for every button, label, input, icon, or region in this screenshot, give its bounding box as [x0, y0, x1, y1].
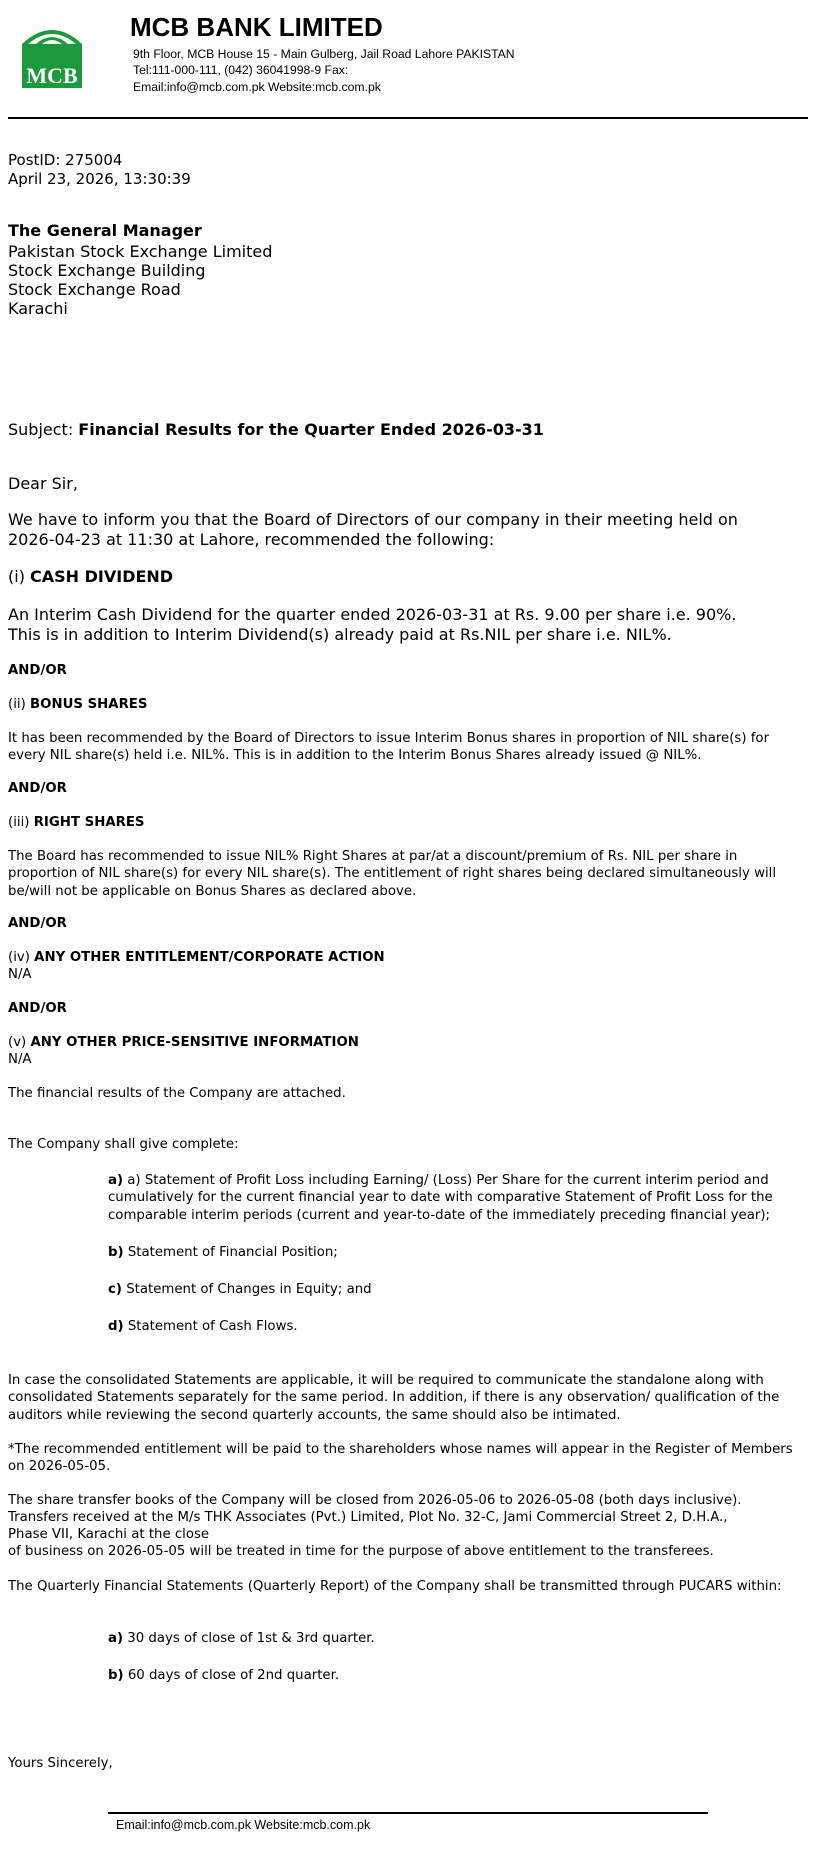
subject-text: Financial Results for the Quarter Ended 2026-03-31	[78, 420, 544, 439]
bonus-heading	[8, 697, 147, 712]
recipient-line: Stock Exchange Road	[8, 280, 181, 299]
statement-key: a)	[108, 1173, 124, 1188]
statement-text: Statement of Changes in Equity; and	[121, 1282, 372, 1297]
and-or-label: AND/OR	[8, 1001, 67, 1016]
entitlement-note: *The recommended entitlement will be paid to the shareholders whose names will appear in the Register of Members on 2026-05-05.	[8, 1442, 793, 1475]
subject-label: Subject:	[8, 420, 79, 439]
other-entitlement-heading	[8, 950, 385, 965]
deadline-key: b)	[108, 1668, 124, 1683]
recipient-title: The General Manager	[8, 221, 202, 240]
post-datetime: April 23, 2026, 13:30:39	[8, 170, 191, 188]
post-id: PostID: 275004	[8, 151, 123, 169]
right-shares-heading	[8, 815, 145, 830]
cash-dividend-heading	[8, 567, 173, 586]
other-entitlement-title: ANY OTHER ENTITLEMENT/CORPORATE ACTION	[34, 950, 385, 965]
statement-text: Statement of Financial Position;	[123, 1245, 338, 1260]
recipient-line: Karachi	[8, 299, 68, 318]
other-price-title: ANY OTHER PRICE-SENSITIVE INFORMATION	[30, 1035, 359, 1050]
bank-address: 9th Floor, MCB House 15 - Main Gulberg, Jail Road Lahore PAKISTAN	[133, 47, 515, 61]
statement-key: b)	[108, 1245, 124, 1260]
other-entitlement-value: N/A	[8, 967, 32, 982]
right-shares-title: RIGHT SHARES	[33, 815, 145, 830]
svg-text:MCB: MCB	[26, 63, 78, 88]
cash-dividend-text: An Interim Cash Dividend for the quarter ended 2026-03-31 at Rs. 9.00 per share i.e. 90%. This is in addition to Interim Dividend(s) already paid at Rs.NIL per share i.e. NIL%.	[8, 605, 737, 644]
bank-name: MCB BANK LIMITED	[130, 12, 383, 42]
other-price-heading	[8, 1035, 359, 1050]
pucars-paragraph: The Quarterly Financial Statements (Quarterly Report) of the Company shall be transmitted through PUCARS within:	[8, 1579, 782, 1594]
cash-dividend-prefix: (i)	[8, 567, 31, 586]
closing: Yours Sincerely,	[8, 1756, 113, 1771]
deadline-text: 60 days of close of 2nd quarter.	[123, 1668, 340, 1683]
transfer-books-line: The share transfer books of the Company will be closed from 2026-05-06 to 2026-05-08 (both days inclusive).	[8, 1493, 742, 1508]
right-shares-prefix: (iii)	[8, 815, 34, 830]
deadline-text: 30 days of close of 1st & 3rd quarter.	[123, 1631, 375, 1646]
other-price-prefix: (v)	[8, 1035, 31, 1050]
cash-dividend-title: CASH DIVIDEND	[30, 567, 174, 586]
right-shares-text: The Board has recommended to issue NIL% Right Shares at par/at a discount/premium of Rs. NIL per share in proportion of NIL share(s) for every NIL share(s). The entitlement of right shares being declared simultaneously will be/will not be applicable on Bonus Shares as declared above.	[8, 849, 777, 899]
give-complete-intro: The Company shall give complete:	[8, 1137, 239, 1152]
deadline-key: a)	[108, 1631, 124, 1646]
mcb-logo	[16, 16, 88, 92]
transfer-books-line: Transfers received at the M/s THK Associates (Pvt.) Limited, Plot No. 32-C, Jami Commercial Street 2, D.H.A.,	[8, 1510, 728, 1525]
other-entitlement-prefix: (iv)	[8, 950, 35, 965]
footer-divider	[108, 1812, 708, 1814]
footer-contact: Email:info@mcb.com.pk Website:mcb.com.pk	[116, 1818, 371, 1832]
deadline-item	[108, 1667, 798, 1684]
statement-item	[108, 1172, 798, 1224]
recipient-line: Stock Exchange Building	[8, 261, 206, 280]
bonus-text: It has been recommended by the Board of Directors to issue Interim Bonus shares in proportion of NIL share(s) for every NIL share(s) held i.e. NIL%. This is in addition to the Interim Bonus Shares already issued @ NIL%.	[8, 731, 770, 764]
deadline-item	[108, 1630, 798, 1647]
other-price-value: N/A	[8, 1052, 32, 1067]
header-divider	[8, 117, 808, 119]
bank-email-website: Email:info@mcb.com.pk Website:mcb.com.pk	[133, 80, 381, 94]
bank-phone: Tel:111-000-111, (042) 36041998-9 Fax:	[133, 63, 349, 77]
statement-text: a) Statement of Profit Loss including Earning/ (Loss) Per Share for the current interim period and cumulatively for the current financial year to date with comparative Statement of Profit Loss for the comparable interim periods (current and year-to-date of the immediately preceding financial year);	[108, 1173, 773, 1223]
bonus-prefix: (ii)	[8, 697, 30, 712]
statement-text: Statement of Cash Flows.	[123, 1319, 298, 1334]
statement-item	[108, 1244, 798, 1261]
subject-line	[8, 420, 544, 439]
transfer-books-line: Phase VII, Karachi at the close	[8, 1527, 210, 1542]
and-or-label: AND/OR	[8, 781, 67, 796]
and-or-label: AND/OR	[8, 663, 67, 678]
salutation: Dear Sir,	[8, 474, 78, 493]
statement-item	[108, 1281, 798, 1298]
intro-paragraph: We have to inform you that the Board of Directors of our company in their meeting held on 2026-04-23 at 11:30 at Lahore, recommended the following:	[8, 510, 738, 549]
statement-key: c)	[108, 1282, 122, 1297]
statement-key: d)	[108, 1319, 124, 1334]
transfer-books-line: of business on 2026-05-05 will be treated in time for the purpose of above entitlement to the transferees.	[8, 1544, 714, 1559]
consolidated-paragraph: In case the consolidated Statements are applicable, it will be required to communicate the standalone along with consolidated Statements separately for the same period. In addition, if there is any observation/ qualification of the auditors while reviewing the second quarterly accounts, the same should also be intimated.	[8, 1373, 780, 1423]
bonus-title: BONUS SHARES	[30, 697, 148, 712]
statement-item	[108, 1318, 798, 1335]
recipient-line: Pakistan Stock Exchange Limited	[8, 242, 273, 261]
attached-note: The financial results of the Company are attached.	[8, 1086, 346, 1101]
and-or-label: AND/OR	[8, 916, 67, 931]
